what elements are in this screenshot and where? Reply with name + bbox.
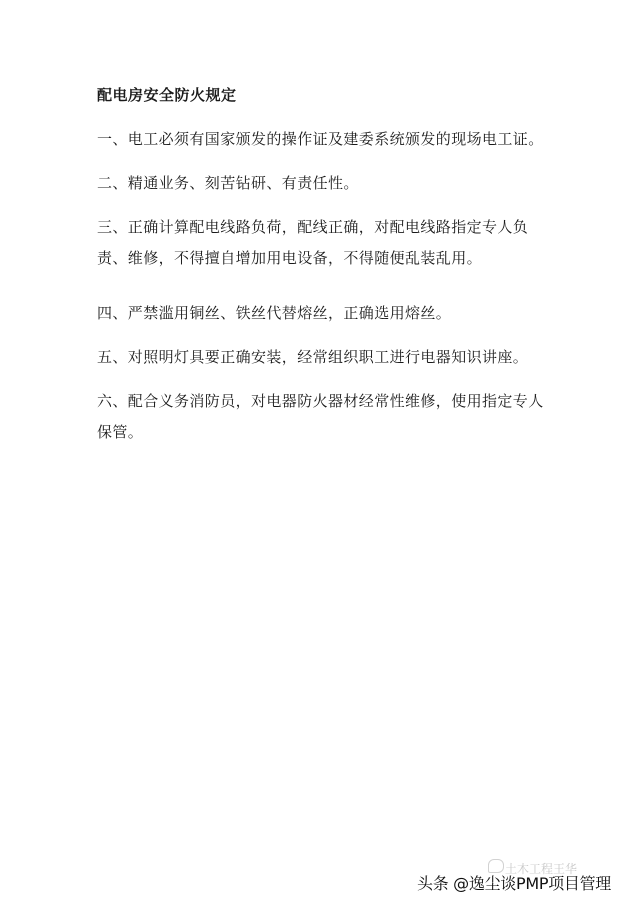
paragraph-1: 一、电工必须有国家颁发的操作证及建委系统颁发的现场电工证。: [97, 130, 544, 148]
paragraph-2: 二、精通业务、刻苦钻研、有责任性。: [97, 174, 359, 192]
faint-watermark-text: 土木工程王华: [505, 862, 578, 876]
paragraph-4: 四、严禁滥用铜丝、铁丝代替熔丝，正确选用熔丝。: [97, 304, 452, 322]
paragraph-5: 五、对照明灯具要正确安装，经常组织职工进行电器知识讲座。: [97, 348, 529, 366]
source-credit: 头条 @逸尘谈PMP项目管理: [417, 874, 611, 893]
paragraph-3: 三、正确计算配电线路负荷，配线正确，对配电线路指定专人负责、维修，不得擅自增加用电设备，不得随便乱装乱用。: [97, 218, 529, 267]
document-title: 配电房安全防火规定: [97, 86, 237, 104]
paragraph-6: 六、配合义务消防员，对电器防火器材经常性维修，使用指定专人保管。: [97, 392, 544, 441]
